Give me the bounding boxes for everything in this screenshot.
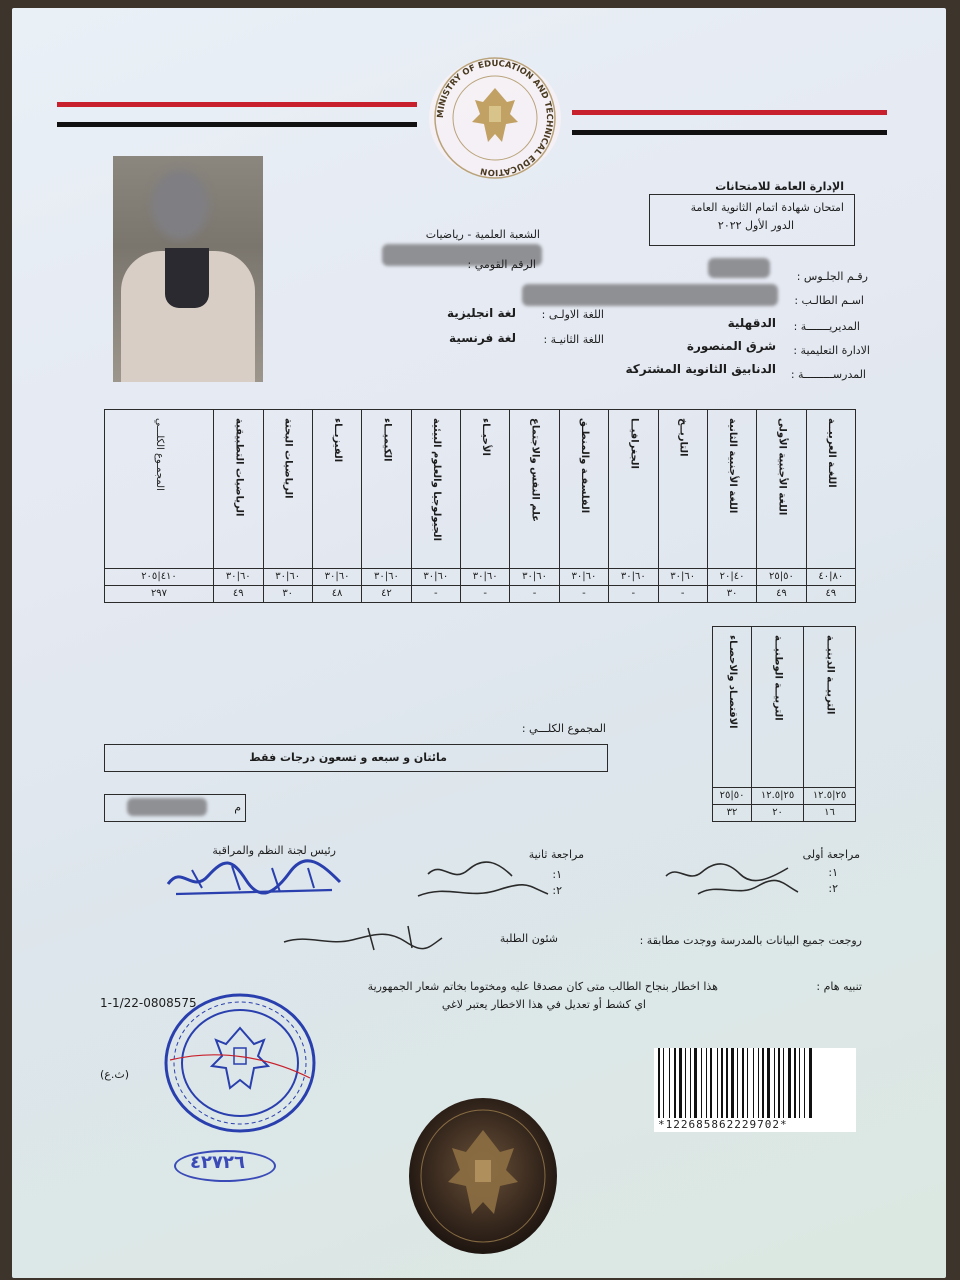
subject-name: علم النفس والاجتماع [529, 418, 541, 522]
subject-header-cell [312, 410, 361, 569]
signature-student-affairs [278, 920, 448, 956]
barcode-bar [783, 1048, 784, 1118]
subject-name: اللغة الأجنبية الثانية [727, 418, 739, 514]
second-language-value: لغة فرنسية [449, 331, 516, 345]
signature-second-review [408, 854, 558, 904]
extra-subject-score-cell: ٣٢ [713, 805, 752, 822]
branch-label: الشعبة العلمية - رياضيات [425, 228, 540, 241]
subject-score-cell: - [510, 586, 559, 603]
second-review-num1: ١: [552, 868, 562, 881]
subject-name: الرياضيات التطبيقية [233, 418, 245, 517]
admin-label: الادارة التعليمية : [793, 344, 870, 357]
small-box-prefix: م [234, 801, 241, 814]
first-review-num2: ٢: [828, 882, 838, 895]
directorate-value: الدقهلية [727, 316, 776, 330]
extra-subject-header-cell [713, 627, 752, 788]
total-words-label: المجموع الكلـــي : [521, 722, 606, 735]
notice-line1: هذا اخطار بنجاح الطالب متى كان مصدقا عليه ومختوما بخاتم شعار الجمهورية [367, 980, 718, 993]
subject-header-cell [609, 410, 658, 569]
extra-subject-score-cell: ١٦ [804, 805, 856, 822]
redaction-seat [708, 258, 770, 278]
subject-name: الفيزيــاء [332, 418, 344, 463]
barcode-bar [685, 1048, 686, 1118]
hologram-seal [408, 1096, 558, 1256]
subject-name: الفلسفـة والمنطـق [578, 418, 590, 514]
certificate-paper [12, 8, 946, 1278]
subject-name: الرياضيات البحتة [282, 418, 294, 499]
first-review-label: مراجعة أولى [802, 848, 860, 861]
barcode-bar [679, 1048, 682, 1118]
subject-max-cell: ٦٠|٣٠ [658, 569, 707, 586]
school-stamp [160, 988, 320, 1138]
small-info-box [104, 794, 246, 822]
verified-text: روجعت جميع البيانات بالمدرسة ووجدت مطابقة : [639, 934, 862, 947]
ministry-emblem [420, 54, 570, 182]
signature-committee-head [162, 854, 347, 902]
signature-first-review [658, 854, 808, 904]
subject-header-cell [461, 410, 510, 569]
subject-name: الجيولوجيا والعلوم البيئية [430, 418, 442, 542]
barcode-bar [753, 1048, 754, 1118]
subject-header-cell [510, 410, 559, 569]
seat-number-label: رقـم الجلـوس : [796, 270, 868, 283]
first-language-label: اللغة الاولـى : [541, 308, 604, 321]
subject-max-cell: ٦٠|٣٠ [263, 569, 312, 586]
subject-score-cell: ٤٩ [806, 586, 855, 603]
committee-head-label: رئيس لجنة النظم والمراقبة [212, 844, 336, 857]
extra-subject-name: الاقتصـاد والاحصـاء [727, 635, 739, 729]
barcode-bar [762, 1048, 764, 1118]
subject-score-cell: - [411, 586, 460, 603]
grades-table [104, 409, 856, 603]
barcode-bar [726, 1048, 728, 1118]
subject-score-cell: ٤٨ [312, 586, 361, 603]
exam-session: الدور الأول ٢٠٢٢ [717, 219, 794, 232]
extra-subject-name: التربيــة الدينيــة [824, 635, 836, 715]
barcode-number: *122685862229702* [658, 1118, 788, 1131]
notice-line2: اي كشط أو تعديل في هذا الاخطار يعتبر لاغي [441, 998, 646, 1011]
barcode-bar [767, 1048, 770, 1118]
extra-subject-score-cell: ٢٠ [752, 805, 804, 822]
subject-name: الأحيــاء [480, 418, 492, 456]
flag-strip-black-right [572, 130, 887, 135]
total-score-cell: ٢٩٧ [105, 586, 214, 603]
subject-score-cell: ٤٩ [214, 586, 264, 603]
second-review-num2: ٢: [552, 884, 562, 897]
subject-score-cell: ٣٠ [707, 586, 756, 603]
barcode-bar [721, 1048, 723, 1118]
barcode-bar [788, 1048, 791, 1118]
barcode-bar [804, 1048, 805, 1118]
subject-max-cell: ٦٠|٣٠ [411, 569, 460, 586]
extra-subject-max-cell: ٢٥|١٢.٥ [752, 788, 804, 805]
barcode-bar [737, 1048, 738, 1118]
subject-header-cell [263, 410, 312, 569]
subject-header-cell [214, 410, 264, 569]
subject-max-cell: ٦٠|٣٠ [312, 569, 361, 586]
exam-title-box [649, 194, 855, 246]
subject-score-cell: ٣٠ [263, 586, 312, 603]
subject-header-cell [362, 410, 411, 569]
barcode-bar [658, 1048, 660, 1118]
school-value: الدنابيق الثانوية المشتركة [625, 362, 776, 376]
extra-subject-max-cell: ٥٠|٢٥ [713, 788, 752, 805]
redaction-small-box [127, 798, 207, 816]
flag-strip-red-left [57, 102, 417, 107]
subject-header-cell [411, 410, 460, 569]
extra-subject-name: التربيــة الوطنيــة [772, 635, 784, 721]
subject-max-cell: ٤٠|٢٠ [707, 569, 756, 586]
redaction-name [522, 284, 778, 306]
total-words-box [104, 744, 608, 772]
second-review-label: مراجعة ثانية [528, 848, 584, 861]
second-language-label: اللغة الثانيـة : [543, 333, 604, 346]
subject-max-cell: ٦٠|٣٠ [362, 569, 411, 586]
barcode-bar [747, 1048, 748, 1118]
student-name-label: اسـم الطالـب : [794, 294, 864, 307]
student-photo [113, 156, 263, 382]
extra-subject-header-cell [752, 627, 804, 788]
barcode-bar [706, 1048, 707, 1118]
subject-max-cell: ٨٠|٤٠ [806, 569, 855, 586]
subject-name: اللغـة العربيــة [825, 418, 837, 488]
student-affairs-label: شئون الطلبة [499, 932, 558, 945]
subject-header-cell [757, 410, 806, 569]
barcode-bar [701, 1048, 702, 1118]
code-mark: (ث.ع) [100, 1068, 129, 1081]
exam-title: امتحان شهادة اتمام الثانوية العامة [690, 201, 844, 214]
barcode-bar [710, 1048, 712, 1118]
barcode-bar [742, 1048, 744, 1118]
subject-name: الجغرافيــا [628, 418, 640, 469]
barcode-bar [778, 1048, 780, 1118]
subject-header-cell [806, 410, 855, 569]
barcode-bar [758, 1048, 759, 1118]
extra-subject-header-cell [804, 627, 856, 788]
barcode [654, 1048, 856, 1132]
svg-text:MINISTRY OF EDUCATION AND TECH: MINISTRY OF EDUCATION AND TECHNICAL EDUCATION [435, 58, 555, 178]
flag-strip-black-left [57, 122, 417, 127]
barcode-bar [731, 1048, 734, 1118]
subject-max-cell: ٦٠|٣٠ [461, 569, 510, 586]
barcode-bar [669, 1048, 670, 1118]
subject-score-cell: - [609, 586, 658, 603]
school-label: المدرســـــــــة : [790, 368, 866, 381]
total-max-cell: ٤١٠|٢٠٥ [105, 569, 214, 586]
subject-max-cell: ٦٠|٣٠ [510, 569, 559, 586]
admin-value: شرق المنصورة [686, 339, 776, 353]
barcode-bar [694, 1048, 697, 1118]
barcode-bar [809, 1048, 812, 1118]
subject-score-cell: - [658, 586, 707, 603]
subject-header-cell [559, 410, 608, 569]
notice-label: تنبيه هام : [816, 980, 862, 993]
barcode-bar [717, 1048, 718, 1118]
subject-score-cell: ٤٢ [362, 586, 411, 603]
subject-score-cell: ٤٩ [757, 586, 806, 603]
subject-max-cell: ٦٠|٣٠ [214, 569, 264, 586]
subject-max-cell: ٦٠|٣٠ [609, 569, 658, 586]
handwritten-number: ٤٢٧٢٦ [190, 1152, 245, 1173]
subject-max-cell: ٦٠|٣٠ [559, 569, 608, 586]
barcode-bar [674, 1048, 676, 1118]
national-id-label: الرقم القومي : [467, 258, 536, 271]
directorate-label: المديريـــــــة : [793, 320, 860, 333]
first-language-value: لغة انجليزية [446, 306, 516, 320]
exam-authority: الإدارة العامة للامتحانات [715, 180, 844, 193]
subject-header-cell [707, 410, 756, 569]
total-words-value: مائتان و سبعه و تسعون درجات فقط [249, 751, 447, 764]
serial-number: 1-1/22-0808575 [100, 996, 197, 1010]
extra-subject-max-cell: ٢٥|١٢.٥ [804, 788, 856, 805]
extra-subjects-table [712, 626, 856, 822]
subject-score-cell: - [461, 586, 510, 603]
subject-name: الكيميــاء [381, 418, 393, 462]
total-header: المجمـوع الكلـــي [154, 418, 165, 491]
barcode-bar [794, 1048, 796, 1118]
subject-max-cell: ٥٠|٢٥ [757, 569, 806, 586]
flag-strip-red-right [572, 110, 887, 115]
barcode-bar [799, 1048, 800, 1118]
first-review-num1: ١: [828, 866, 838, 879]
barcode-bar [663, 1048, 664, 1118]
total-header-cell [105, 410, 214, 569]
subject-name: التاريــخ [677, 418, 689, 457]
subject-name: اللغة الأجنبية الأولى [776, 418, 788, 516]
subject-score-cell: - [559, 586, 608, 603]
subject-header-cell [658, 410, 707, 569]
barcode-bar [690, 1048, 691, 1118]
barcode-bar [774, 1048, 775, 1118]
